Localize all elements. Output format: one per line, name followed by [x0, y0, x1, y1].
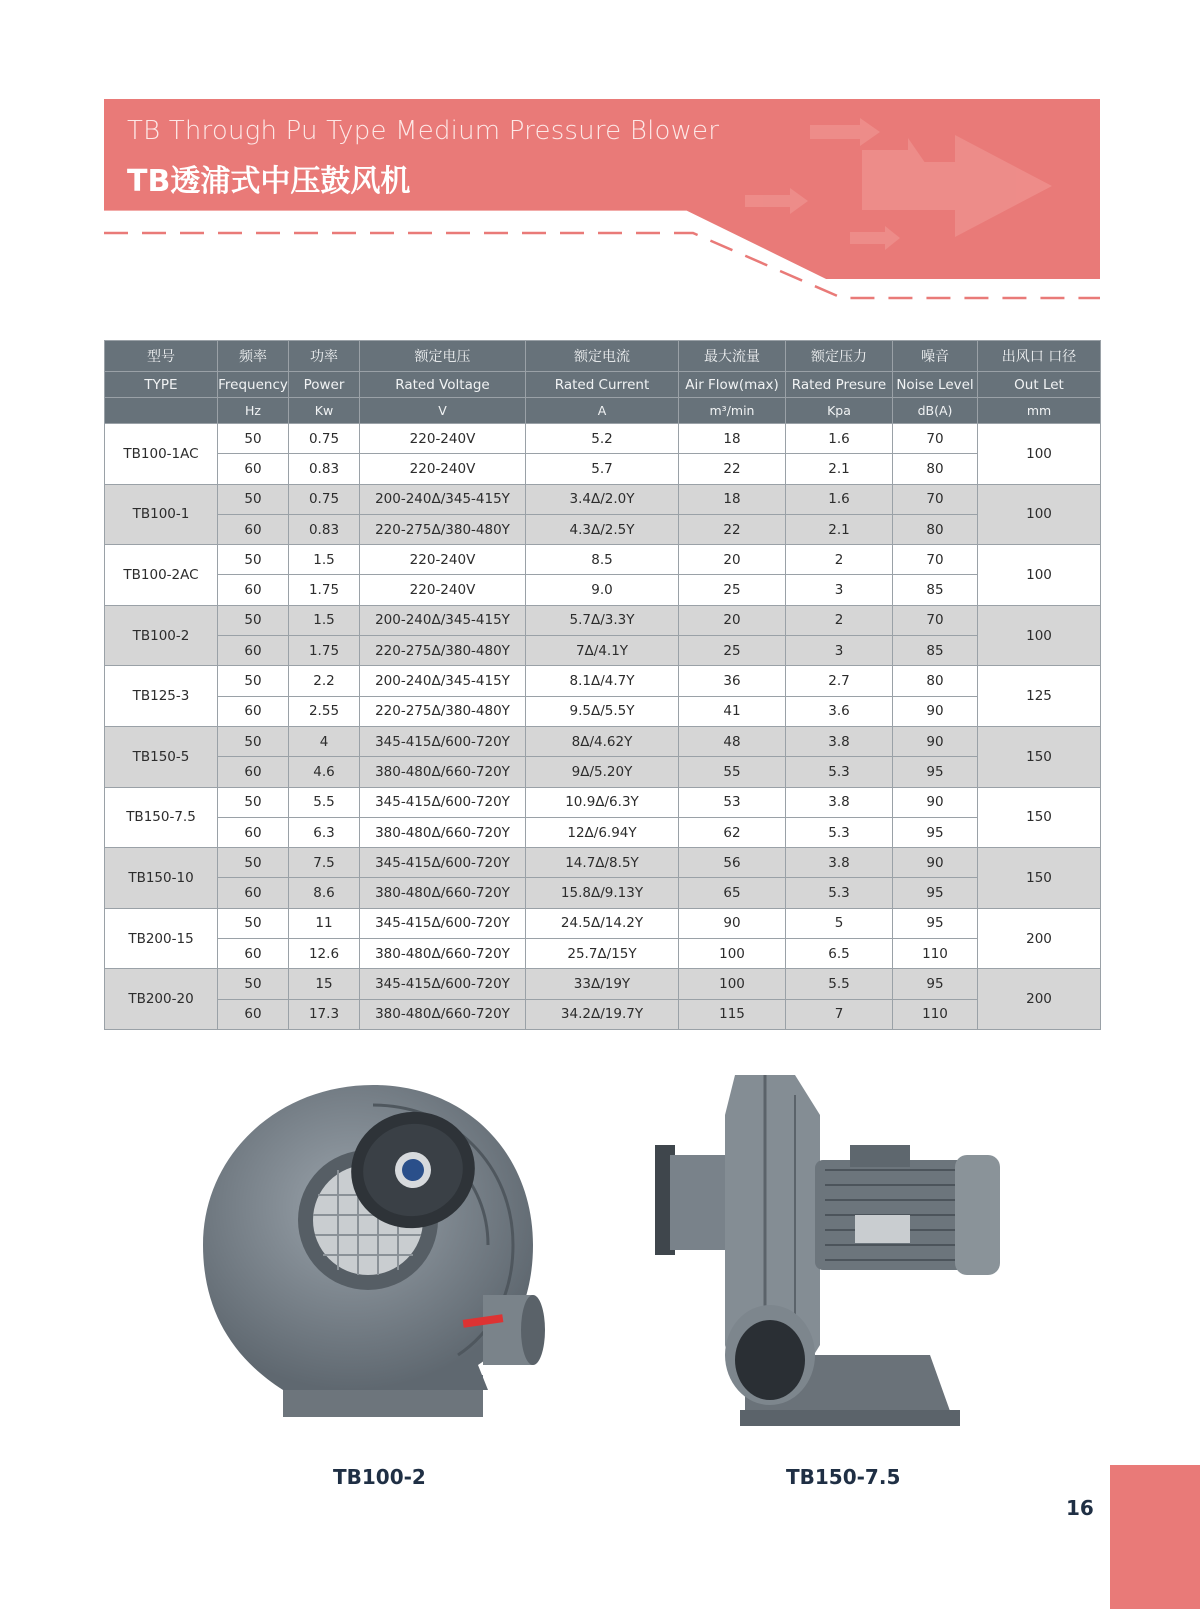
table-row [105, 726, 1101, 756]
table-row [105, 908, 1101, 938]
cell-kpa: 1.6 [786, 424, 893, 454]
cell-kpa: 2 [786, 605, 893, 635]
cell-db: 80 [893, 514, 978, 544]
table-row [105, 969, 1101, 999]
cell-db: 95 [893, 817, 978, 847]
model-type-cell: TB100-1 [105, 484, 218, 545]
cell-flow: 18 [679, 424, 786, 454]
header-unit-0 [105, 398, 218, 424]
table-row [105, 787, 1101, 817]
title-cn: TB透浦式中压鼓风机 [127, 164, 411, 199]
header-unit-4: A [526, 398, 679, 424]
header-en-4: Rated Current [526, 372, 679, 398]
table-row [105, 939, 1101, 969]
cell-kpa: 5.5 [786, 969, 893, 999]
cell-v: 380-480Δ/660-720Y [360, 757, 526, 787]
cell-flow: 22 [679, 514, 786, 544]
cell-flow: 48 [679, 726, 786, 756]
cell-kw: 17.3 [289, 999, 360, 1029]
header-cn-2: 功率 [289, 341, 360, 372]
cell-db: 110 [893, 999, 978, 1029]
header-en-5: Air Flow(max) [679, 372, 786, 398]
cell-flow: 115 [679, 999, 786, 1029]
header-en-7: Noise Level [893, 372, 978, 398]
header-cn-3: 额定电压 [360, 341, 526, 372]
table-row [105, 575, 1101, 605]
product-caption-1: TB100-2 [333, 1465, 426, 1489]
cell-kpa: 3 [786, 636, 893, 666]
cell-kpa: 2.1 [786, 514, 893, 544]
cell-v: 380-480Δ/660-720Y [360, 878, 526, 908]
cell-kw: 1.5 [289, 545, 360, 575]
model-type-cell: TB150-7.5 [105, 787, 218, 848]
header-cn-7: 噪音 [893, 341, 978, 372]
cell-kw: 15 [289, 969, 360, 999]
table-row [105, 757, 1101, 787]
cell-a: 3.4Δ/2.0Y [526, 484, 679, 514]
cell-v: 220-240V [360, 545, 526, 575]
cell-db: 70 [893, 545, 978, 575]
outlet-cell: 200 [978, 969, 1101, 1030]
cell-kw: 2.2 [289, 666, 360, 696]
cell-kpa: 6.5 [786, 939, 893, 969]
cell-v: 200-240Δ/345-415Y [360, 484, 526, 514]
header-unit-7: dB(A) [893, 398, 978, 424]
cell-kw: 0.83 [289, 514, 360, 544]
cell-db: 95 [893, 878, 978, 908]
spec-table [104, 340, 1101, 1030]
cell-kpa: 3.8 [786, 787, 893, 817]
cell-v: 200-240Δ/345-415Y [360, 605, 526, 635]
cell-flow: 55 [679, 757, 786, 787]
header-unit-3: V [360, 398, 526, 424]
outlet-cell: 150 [978, 726, 1101, 787]
cell-hz: 60 [218, 939, 289, 969]
title-en: TB Through Pu Type Medium Pressure Blower [127, 116, 720, 146]
outlet-cell: 100 [978, 484, 1101, 545]
cell-kw: 0.75 [289, 484, 360, 514]
product-caption-2: TB150-7.5 [786, 1465, 901, 1489]
cell-kw: 6.3 [289, 817, 360, 847]
cell-a: 5.7Δ/3.3Y [526, 605, 679, 635]
header-row-en [105, 372, 1101, 398]
product-image-tb150-7.5 [655, 1055, 1015, 1455]
header-cn-8: 出风口 口径 [978, 341, 1101, 372]
cell-kpa: 3.8 [786, 726, 893, 756]
cell-a: 24.5Δ/14.2Y [526, 908, 679, 938]
cell-kpa: 5.3 [786, 757, 893, 787]
cell-db: 70 [893, 484, 978, 514]
model-type-cell: TB100-2AC [105, 545, 218, 606]
cell-kpa: 5.3 [786, 817, 893, 847]
cell-v: 220-275Δ/380-480Y [360, 696, 526, 726]
cell-hz: 60 [218, 514, 289, 544]
cell-v: 345-415Δ/600-720Y [360, 787, 526, 817]
cell-flow: 18 [679, 484, 786, 514]
outlet-cell: 100 [978, 424, 1101, 485]
header-row-units [105, 398, 1101, 424]
cell-hz: 60 [218, 999, 289, 1029]
cell-v: 345-415Δ/600-720Y [360, 969, 526, 999]
header-cn-1: 频率 [218, 341, 289, 372]
cell-db: 70 [893, 424, 978, 454]
cell-flow: 25 [679, 636, 786, 666]
cell-flow: 36 [679, 666, 786, 696]
outlet-cell: 200 [978, 908, 1101, 969]
cell-kw: 0.83 [289, 454, 360, 484]
cell-v: 220-240V [360, 575, 526, 605]
cell-db: 80 [893, 454, 978, 484]
cell-flow: 65 [679, 878, 786, 908]
cell-a: 10.9Δ/6.3Y [526, 787, 679, 817]
cell-flow: 25 [679, 575, 786, 605]
cell-db: 95 [893, 757, 978, 787]
model-type-cell: TB100-1AC [105, 424, 218, 485]
header-en-2: Power [289, 372, 360, 398]
cell-a: 5.2 [526, 424, 679, 454]
header-en-8: Out Let [978, 372, 1101, 398]
cell-hz: 50 [218, 787, 289, 817]
cell-kpa: 5 [786, 908, 893, 938]
cell-db: 95 [893, 969, 978, 999]
cell-hz: 60 [218, 696, 289, 726]
table-row [105, 454, 1101, 484]
cell-hz: 50 [218, 726, 289, 756]
table-row [105, 696, 1101, 726]
cell-kw: 1.5 [289, 605, 360, 635]
cell-kw: 0.75 [289, 424, 360, 454]
cell-kw: 1.75 [289, 636, 360, 666]
model-type-cell: TB150-5 [105, 726, 218, 787]
cell-kpa: 5.3 [786, 878, 893, 908]
model-type-cell: TB125-3 [105, 666, 218, 727]
cell-v: 200-240Δ/345-415Y [360, 666, 526, 696]
header-unit-8: mm [978, 398, 1101, 424]
header-unit-1: Hz [218, 398, 289, 424]
cell-flow: 56 [679, 848, 786, 878]
cell-flow: 20 [679, 605, 786, 635]
cell-v: 380-480Δ/660-720Y [360, 817, 526, 847]
cell-hz: 50 [218, 424, 289, 454]
cell-v: 220-275Δ/380-480Y [360, 514, 526, 544]
model-type-cell: TB200-20 [105, 969, 218, 1030]
cell-a: 25.7Δ/15Y [526, 939, 679, 969]
cell-flow: 41 [679, 696, 786, 726]
cell-a: 9Δ/5.20Y [526, 757, 679, 787]
cell-hz: 50 [218, 666, 289, 696]
table-row [105, 545, 1101, 575]
cell-v: 345-415Δ/600-720Y [360, 908, 526, 938]
table-row [105, 636, 1101, 666]
cell-hz: 60 [218, 878, 289, 908]
cell-a: 5.7 [526, 454, 679, 484]
table-row [105, 666, 1101, 696]
cell-hz: 60 [218, 817, 289, 847]
cell-kw: 4 [289, 726, 360, 756]
table-row [105, 484, 1101, 514]
header-cn-5: 最大流量 [679, 341, 786, 372]
cell-a: 33Δ/19Y [526, 969, 679, 999]
cell-db: 110 [893, 939, 978, 969]
cell-flow: 100 [679, 939, 786, 969]
header-unit-6: Kpa [786, 398, 893, 424]
cell-kw: 2.55 [289, 696, 360, 726]
cell-kpa: 2.7 [786, 666, 893, 696]
outlet-cell: 125 [978, 666, 1101, 727]
table-row [105, 605, 1101, 635]
cell-a: 4.3Δ/2.5Y [526, 514, 679, 544]
header-unit-2: Kw [289, 398, 360, 424]
cell-kpa: 3 [786, 575, 893, 605]
cell-a: 7Δ/4.1Y [526, 636, 679, 666]
cell-a: 15.8Δ/9.13Y [526, 878, 679, 908]
cell-kw: 8.6 [289, 878, 360, 908]
cell-kw: 1.75 [289, 575, 360, 605]
cell-hz: 60 [218, 454, 289, 484]
cell-v: 220-240V [360, 454, 526, 484]
cell-db: 95 [893, 908, 978, 938]
header-en-0: TYPE [105, 372, 218, 398]
table-row [105, 424, 1101, 454]
header-en-3: Rated Voltage [360, 372, 526, 398]
cell-hz: 60 [218, 757, 289, 787]
cell-flow: 20 [679, 545, 786, 575]
cell-a: 9.0 [526, 575, 679, 605]
cell-kpa: 1.6 [786, 484, 893, 514]
cell-db: 90 [893, 848, 978, 878]
model-type-cell: TB150-10 [105, 848, 218, 909]
cell-hz: 60 [218, 575, 289, 605]
cell-v: 220-275Δ/380-480Y [360, 636, 526, 666]
table-row [105, 878, 1101, 908]
cell-v: 380-480Δ/660-720Y [360, 999, 526, 1029]
cell-db: 90 [893, 726, 978, 756]
header-en-6: Rated Presure [786, 372, 893, 398]
header-row-cn [105, 341, 1101, 372]
page-corner-block [1110, 1465, 1200, 1609]
model-type-cell: TB200-15 [105, 908, 218, 969]
outlet-cell: 100 [978, 605, 1101, 666]
cell-kw: 7.5 [289, 848, 360, 878]
table-row [105, 848, 1101, 878]
model-type-cell: TB100-2 [105, 605, 218, 666]
cell-hz: 60 [218, 636, 289, 666]
cell-kw: 4.6 [289, 757, 360, 787]
arrow-icon [745, 118, 1052, 250]
cell-a: 8.1Δ/4.7Y [526, 666, 679, 696]
outlet-cell: 150 [978, 787, 1101, 848]
cell-flow: 53 [679, 787, 786, 817]
cell-kw: 5.5 [289, 787, 360, 817]
cell-hz: 50 [218, 545, 289, 575]
cell-hz: 50 [218, 484, 289, 514]
cell-v: 345-415Δ/600-720Y [360, 848, 526, 878]
cell-a: 14.7Δ/8.5Y [526, 848, 679, 878]
outlet-cell: 150 [978, 848, 1101, 909]
header-cn-0: 型号 [105, 341, 218, 372]
cell-hz: 50 [218, 908, 289, 938]
cell-hz: 50 [218, 605, 289, 635]
cell-kw: 12.6 [289, 939, 360, 969]
cell-a: 34.2Δ/19.7Y [526, 999, 679, 1029]
cell-kpa: 3.6 [786, 696, 893, 726]
cell-flow: 62 [679, 817, 786, 847]
cell-db: 80 [893, 666, 978, 696]
cell-hz: 50 [218, 969, 289, 999]
cell-db: 90 [893, 787, 978, 817]
cell-kpa: 2 [786, 545, 893, 575]
header-cn-4: 额定电流 [526, 341, 679, 372]
cell-a: 12Δ/6.94Y [526, 817, 679, 847]
table-row [105, 514, 1101, 544]
header-unit-5: m³/min [679, 398, 786, 424]
dashed-divider [104, 233, 1100, 298]
cell-a: 8Δ/4.62Y [526, 726, 679, 756]
cell-flow: 90 [679, 908, 786, 938]
header-en-1: Frequency [218, 372, 289, 398]
cell-v: 220-240V [360, 424, 526, 454]
table-row [105, 817, 1101, 847]
product-image-tb100-2 [188, 1055, 568, 1455]
cell-a: 9.5Δ/5.5Y [526, 696, 679, 726]
cell-kpa: 3.8 [786, 848, 893, 878]
cell-a: 8.5 [526, 545, 679, 575]
cell-hz: 50 [218, 848, 289, 878]
outlet-cell: 100 [978, 545, 1101, 606]
cell-flow: 100 [679, 969, 786, 999]
cell-db: 70 [893, 605, 978, 635]
cell-db: 85 [893, 575, 978, 605]
page-number: 16 [1066, 1496, 1094, 1520]
cell-db: 85 [893, 636, 978, 666]
table-row [105, 999, 1101, 1029]
cell-kpa: 2.1 [786, 454, 893, 484]
cell-kpa: 7 [786, 999, 893, 1029]
cell-flow: 22 [679, 454, 786, 484]
cell-v: 380-480Δ/660-720Y [360, 939, 526, 969]
cell-db: 90 [893, 696, 978, 726]
header-cn-6: 额定压力 [786, 341, 893, 372]
cell-kw: 11 [289, 908, 360, 938]
cell-v: 345-415Δ/600-720Y [360, 726, 526, 756]
spec-table-body [105, 424, 1101, 1030]
